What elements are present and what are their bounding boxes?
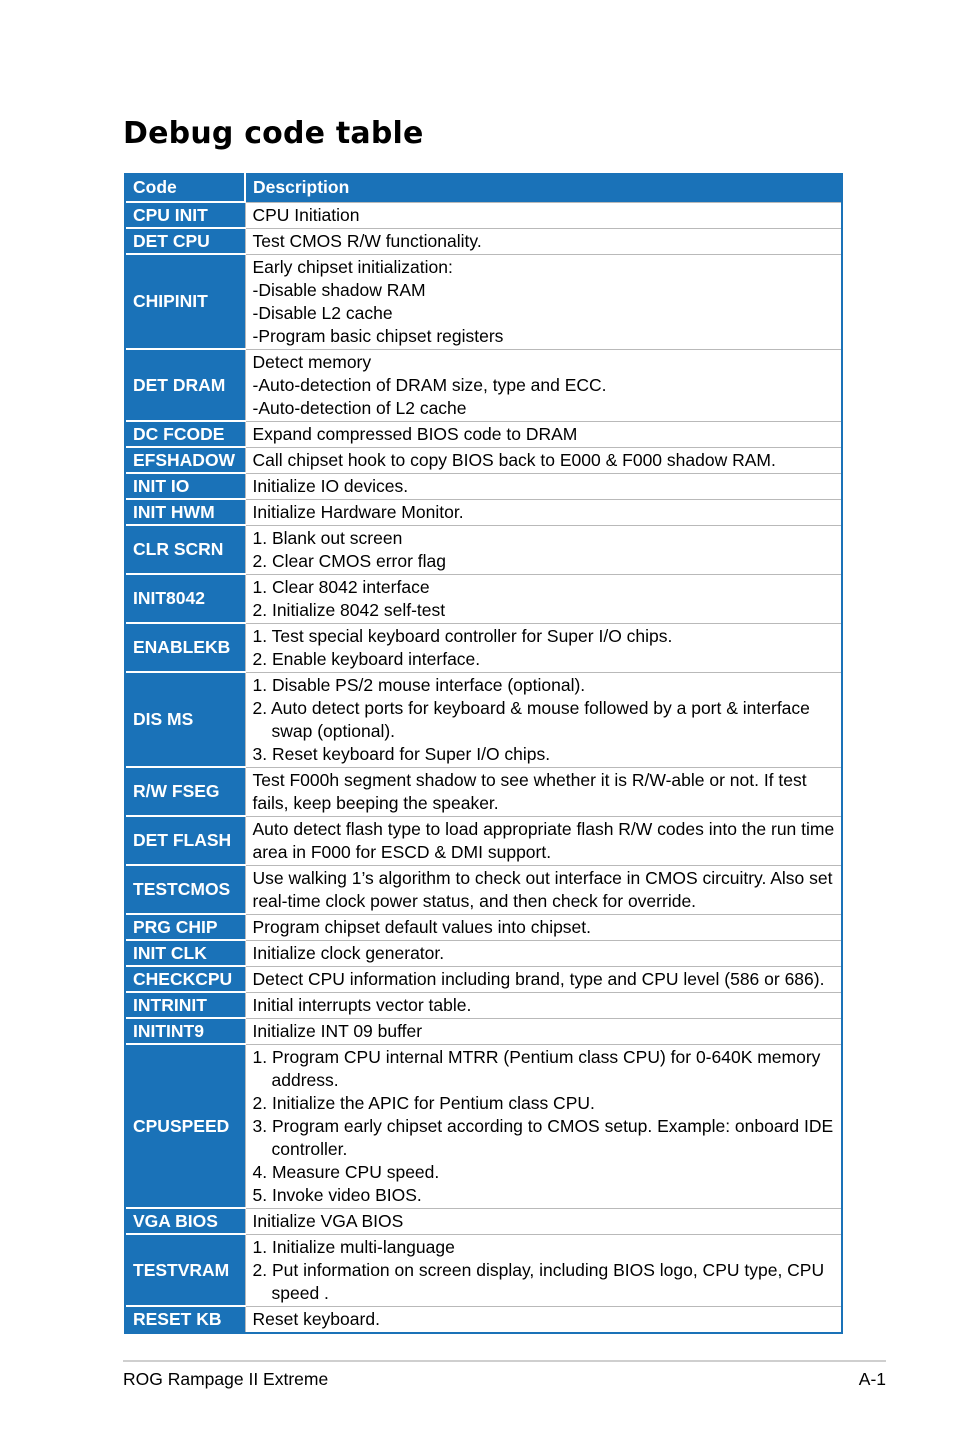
- table-row: [126, 1306, 841, 1332]
- table-row: [126, 940, 841, 966]
- code-cell: INIT HWM: [126, 499, 245, 525]
- code-cell: R/W FSEG: [126, 767, 245, 816]
- description-line: 2. Clear CMOS error flag: [252, 550, 447, 571]
- description-line: 2. Put information on screen display, including BIOS logo, CPU type, CPU speed .: [252, 1259, 825, 1303]
- code-cell: DET FLASH: [126, 816, 245, 865]
- table-row: [126, 914, 841, 940]
- table-row: [126, 865, 841, 914]
- code-cell: VGA BIOS: [126, 1208, 245, 1234]
- table-row: [126, 254, 841, 349]
- table-row: [126, 421, 841, 447]
- table-row: [126, 992, 841, 1018]
- description-line: -Disable L2 cache: [252, 302, 393, 323]
- description-cell: [245, 1018, 841, 1044]
- description-line: Test CMOS R/W functionality.: [252, 230, 482, 251]
- table-row: [126, 349, 841, 421]
- description-cell: [245, 228, 841, 254]
- table-row: [126, 816, 841, 865]
- description-line: 5. Invoke video BIOS.: [252, 1184, 422, 1205]
- code-cell: INITINT9: [126, 1018, 245, 1044]
- description-cell: [245, 473, 841, 499]
- description-cell: [245, 1306, 841, 1332]
- description-line: Detect memory: [252, 351, 372, 372]
- code-cell: CHIPINIT: [126, 254, 245, 349]
- description-line: Call chipset hook to copy BIOS back to E000 & F000 shadow RAM.: [252, 449, 776, 470]
- description-cell: [245, 1208, 841, 1234]
- table-row: [126, 623, 841, 672]
- debug-code-table: [124, 173, 843, 1334]
- table-row: [126, 447, 841, 473]
- description-cell: [245, 767, 841, 816]
- description-cell: [245, 349, 841, 421]
- description-line: 1. Program CPU internal MTRR (Pentium class CPU) for 0-640K memory address.: [252, 1046, 821, 1090]
- description-line: Early chipset initialization:: [252, 256, 453, 277]
- description-cell: [245, 525, 841, 574]
- description-line: Program chipset default values into chipset.: [252, 916, 592, 937]
- code-cell: CHECKCPU: [126, 966, 245, 992]
- footer-page-number: A-1: [858, 1369, 886, 1389]
- table-row: [126, 574, 841, 623]
- table-row: [126, 1044, 841, 1208]
- description-line: Initial interrupts vector table.: [252, 994, 472, 1015]
- description-line: -Auto-detection of DRAM size, type and ECC.: [252, 374, 607, 395]
- footer-divider: [123, 1360, 886, 1362]
- description-cell: [245, 940, 841, 966]
- description-cell: [245, 623, 841, 672]
- description-cell: [245, 672, 841, 767]
- code-cell: DIS MS: [126, 672, 245, 767]
- description-line: Auto detect flash type to load appropriate flash R/W codes into the run time area in F000 for ESCD & DMI support.: [252, 818, 835, 862]
- table-row: [126, 228, 841, 254]
- table-row: [126, 767, 841, 816]
- description-cell: [245, 992, 841, 1018]
- code-cell: ENABLEKB: [126, 623, 245, 672]
- code-cell: PRG CHIP: [126, 914, 245, 940]
- description-line: Initialize VGA BIOS: [252, 1210, 404, 1231]
- code-cell: RESET KB: [126, 1306, 245, 1332]
- description-line: Test F000h segment shadow to see whether it is R/W-able or not. If test fails, keep beeping the speaker.: [252, 769, 807, 813]
- description-line: 2. Initialize 8042 self-test: [252, 599, 446, 620]
- description-line: -Program basic chipset registers: [252, 325, 504, 346]
- description-line: 1. Disable PS/2 mouse interface (optional).: [252, 674, 586, 695]
- description-cell: [245, 914, 841, 940]
- description-line: CPU Initiation: [252, 204, 360, 225]
- table-row: [126, 672, 841, 767]
- description-cell: [245, 499, 841, 525]
- code-cell: INTRINIT: [126, 992, 245, 1018]
- table-row: [126, 202, 841, 228]
- description-cell: [245, 202, 841, 228]
- description-line: Initialize IO devices.: [252, 475, 409, 496]
- description-line: Expand compressed BIOS code to DRAM: [252, 423, 578, 444]
- description-line: 1. Test special keyboard controller for Super I/O chips.: [252, 625, 673, 646]
- code-cell: DC FCODE: [126, 421, 245, 447]
- code-cell: TESTCMOS: [126, 865, 245, 914]
- description-line: 2. Auto detect ports for keyboard & mouse followed by a port & interface swap (optional).: [252, 697, 810, 741]
- code-cell: EFSHADOW: [126, 447, 245, 473]
- description-line: Initialize clock generator.: [252, 942, 445, 963]
- code-cell: TESTVRAM: [126, 1234, 245, 1306]
- description-line: 1. Initialize multi-language: [252, 1236, 455, 1257]
- description-line: -Auto-detection of L2 cache: [252, 397, 467, 418]
- description-line: 3. Reset keyboard for Super I/O chips.: [252, 743, 551, 764]
- description-cell: [245, 447, 841, 473]
- code-cell: CLR SCRN: [126, 525, 245, 574]
- description-line: 2. Initialize the APIC for Pentium class CPU.: [252, 1092, 595, 1113]
- code-cell: DET DRAM: [126, 349, 245, 421]
- header-code: Code: [126, 173, 245, 202]
- description-line: Detect CPU information including brand, type and CPU level (586 or 686).: [252, 968, 825, 989]
- code-cell: INIT8042: [126, 574, 245, 623]
- description-line: Use walking 1’s algorithm to check out interface in CMOS circuitry. Also set real-time clock power status, and then check for override.: [252, 867, 833, 911]
- table-row: [126, 1234, 841, 1306]
- code-cell: INIT IO: [126, 473, 245, 499]
- table-row: [126, 1018, 841, 1044]
- footer-product-name: ROG Rampage II Extreme: [123, 1369, 329, 1389]
- description-line: -Disable shadow RAM: [252, 279, 426, 300]
- description-line: 1. Blank out screen: [252, 527, 403, 548]
- description-cell: [245, 421, 841, 447]
- description-line: Reset keyboard.: [252, 1308, 380, 1329]
- description-cell: [245, 574, 841, 623]
- description-cell: [245, 966, 841, 992]
- description-line: Initialize Hardware Monitor.: [252, 501, 464, 522]
- code-cell: DET CPU: [126, 228, 245, 254]
- description-cell: [245, 254, 841, 349]
- description-line: 2. Enable keyboard interface.: [252, 648, 481, 669]
- description-line: 1. Clear 8042 interface: [252, 576, 430, 597]
- page-title: Debug code table: [123, 116, 424, 151]
- table-row: [126, 1208, 841, 1234]
- table-row: [126, 473, 841, 499]
- description-cell: [245, 816, 841, 865]
- code-cell: CPU INIT: [126, 202, 245, 228]
- description-cell: [245, 865, 841, 914]
- description-line: 3. Program early chipset according to CMOS setup. Example: onboard IDE controller.: [252, 1115, 834, 1159]
- header-description: Description: [245, 173, 841, 202]
- description-line: Initialize INT 09 buffer: [252, 1020, 423, 1041]
- description-cell: [245, 1234, 841, 1306]
- description-line: 4. Measure CPU speed.: [252, 1161, 440, 1182]
- table-header-row: [126, 173, 841, 202]
- table-row: [126, 499, 841, 525]
- code-cell: CPUSPEED: [126, 1044, 245, 1208]
- table-row: [126, 525, 841, 574]
- description-cell: [245, 1044, 841, 1208]
- table-row: [126, 966, 841, 992]
- code-cell: INIT CLK: [126, 940, 245, 966]
